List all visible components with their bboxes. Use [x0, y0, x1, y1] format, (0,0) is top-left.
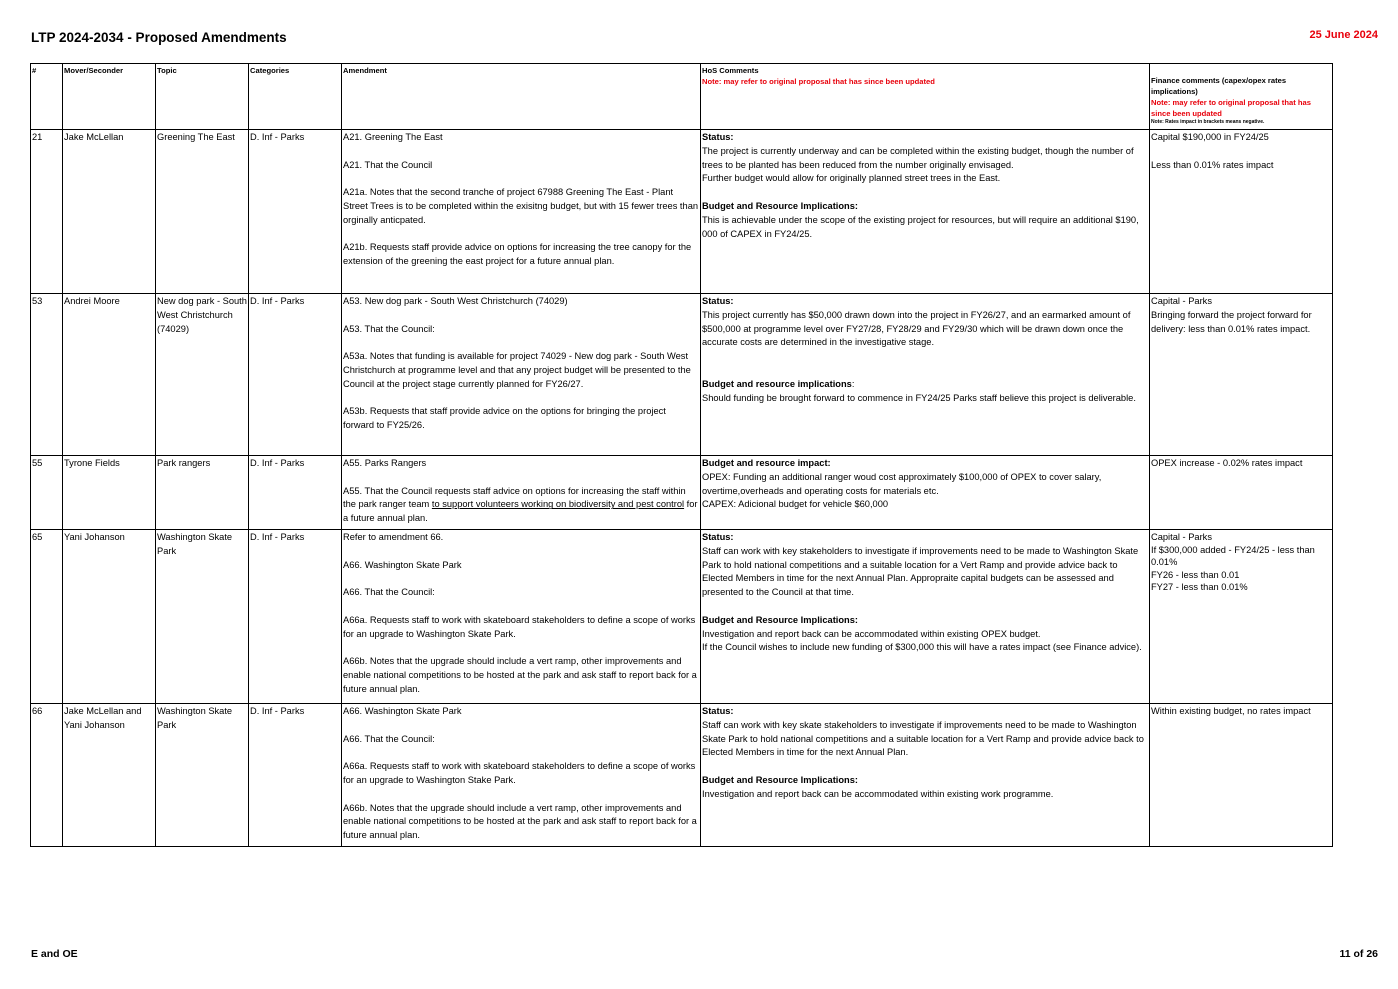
hos-budget-text: CAPEX: Adicional budget for vehicle $60,000 [702, 499, 889, 510]
amendment-underlined-text: to support volunteers working on biodiversity and pest control [431, 499, 685, 510]
header-finance [1150, 64, 1333, 130]
cell-amendment [342, 704, 701, 847]
cell-hos [701, 530, 1150, 704]
page-title: LTP 2024-2034 - Proposed Amendments [31, 30, 287, 45]
hos-status-label: Status: [702, 132, 734, 142]
amendment-para: Refer to amendment 66. [343, 532, 444, 542]
finance-line [1151, 145, 1331, 159]
cell-topic: Washington Skate Park [156, 530, 249, 704]
hos-budget-label: Budget and Resource Implications: [702, 774, 859, 785]
table-row [31, 130, 1333, 294]
cell-finance [1150, 130, 1333, 294]
hos-budget-text: OPEX: Funding an additional ranger woud cost approximately $100,000 of OPEX to cover salary, overtime,overheads and operating costs for materials etc. [702, 471, 1102, 496]
amendment-para: A53. New dog park - South West Christchurch (74029) [343, 296, 568, 306]
cell-finance [1150, 704, 1333, 847]
hos-budget-label: Budget and resource implications [702, 378, 852, 389]
header-num: # [31, 64, 63, 130]
hos-status-text: Staff can work with key skate stakeholders to investigate if improvements need to be made to Washington Skate Park to hold national competitions and a suitable location for a Vert Ramp and provide advice back to Elected Members in time for the next Annual Plan. [702, 719, 1144, 758]
amendment-para: A66a. Requests staff to work with skateboard stakeholders to define a scope of works for an upgrade to Washington Skate Park. [343, 614, 696, 639]
cell-topic: New dog park - South West Christchurch (74029) [156, 294, 249, 456]
amendment-para: A66b. Notes that the upgrade should include a vert ramp, other improvements and enable national competitions to be hosted at the park and ask staff to report back for a future annual plan. [343, 656, 697, 694]
finance-line: Capital $190,000 in FY24/25 [1151, 132, 1269, 142]
header-mover: Mover/Seconder [63, 64, 156, 130]
amendment-para: A66b. Notes that the upgrade should include a vert ramp, other improvements and enable national competitions to be hosted at the park and ask staff to report back for a future annual plan. [343, 802, 697, 841]
finance-line: Capital - Parks [1151, 532, 1212, 542]
hos-budget-text: Investigation and report back can be accommodated within existing work programme. [702, 788, 1054, 799]
finance-line: Bringing forward the project forward for delivery: less than 0.01% rates impact. [1151, 309, 1312, 334]
cell-category: D. Inf - Parks [249, 130, 342, 294]
cell-mover: Jake McLellan and Yani Johanson [63, 704, 156, 847]
hos-status-text: Further budget would allow for originally planned street trees in the East. [702, 173, 1001, 184]
cell-hos [701, 456, 1150, 530]
table-header-row [31, 64, 1333, 130]
table-row [31, 704, 1333, 847]
amendment-text: A55. That the Council requests staff advice on options for increasing the staff within the park ranger team [343, 485, 686, 510]
page-number: 11 of 26 [1339, 948, 1378, 960]
finance-line: Less than 0.01% rates impact [1151, 159, 1274, 170]
cell-finance [1150, 294, 1333, 456]
cell-amendment [342, 530, 701, 704]
header-topic: Topic [156, 64, 249, 130]
amendment-para: A53b. Requests that staff provide advice on the options for bringing the project forward to FY25/26. [343, 406, 666, 431]
hos-budget-text: Should funding be brought forward to commence in FY24/25 Parks staff believe this project is deliverable. [702, 392, 1136, 403]
cell-num: 66 [31, 704, 63, 847]
cell-hos [701, 294, 1150, 456]
hos-budget-label-line [702, 378, 1148, 392]
hos-status-text: Staff can work with key stakeholders to investigate if improvements need to be made to Washington Skate Park to hold national competitions and a suitable location for a Vert Ramp and provide advice back to Elected Members in time for the next Annual Plan. Appropraite capital budgets can be assessed and presented to the Council at that time. [702, 545, 1139, 598]
cell-category: D. Inf - Parks [249, 294, 342, 456]
finance-line: OPEX increase - 0.02% rates impact [1151, 458, 1303, 468]
footer-disclaimer: E and OE [31, 948, 78, 960]
cell-amendment [342, 294, 701, 456]
amendment-para: A53. That the Council: [343, 323, 435, 334]
header-amendment: Amendment [342, 64, 701, 130]
header-hos-note: Note: may refer to original proposal that has since been updated [702, 77, 935, 86]
cell-amendment [342, 130, 701, 294]
hos-status-label: Status: [702, 532, 734, 542]
header-hos [701, 64, 1150, 130]
hos-budget-label: Budget and Resource Implications: [702, 200, 859, 211]
cell-finance [1150, 456, 1333, 530]
amendment-para: A66a. Requests staff to work with skateboard stakeholders to define a scope of works for an upgrade to Washington Stake Park. [343, 761, 696, 785]
cell-mover: Tyrone Fields [63, 456, 156, 530]
cell-category: D. Inf - Parks [249, 456, 342, 530]
hos-status-text: The project is currently underway and can be completed within the existing budget, though the number of trees to be planted has been reduced from the number originally envisaged. [702, 145, 1134, 170]
cell-topic: Park rangers [156, 456, 249, 530]
cell-amendment [342, 456, 701, 530]
amendment-para: A66. That the Council: [343, 733, 435, 744]
cell-hos [701, 130, 1150, 294]
amendment-para: A66. Washington Skate Park [343, 706, 462, 716]
amendment-para [343, 485, 699, 526]
page-date: 25 June 2024 [1309, 29, 1378, 41]
hos-budget-label: Budget and Resource Implications: [702, 614, 859, 625]
finance-line: FY27 - less than 0.01% [1151, 582, 1248, 593]
cell-num: 55 [31, 456, 63, 530]
cell-num: 53 [31, 294, 63, 456]
hos-status-text: This project currently has $50,000 drawn down into the project in FY26/27, and an earmarked amount of $500,000 at programme level over FY27/28, FY28/29 and FY29/30 which will be drawn down once the accurate costs are determined in the investigative stage. [702, 309, 1131, 348]
amendments-table [30, 63, 1333, 847]
finance-line: If $300,000 added - FY24/25 - less than 0.01% [1151, 544, 1315, 568]
header-finance-label: Finance comments (capex/opex rates implications) [1151, 76, 1287, 96]
cell-mover: Andrei Moore [63, 294, 156, 456]
hos-status-label: Status: [702, 706, 734, 716]
cell-mover: Yani Johanson [63, 530, 156, 704]
hos-status-label: Status: [702, 296, 734, 306]
amendment-para: A66. Washington Skate Park [343, 559, 462, 570]
hos-budget-label: Budget and resource impact: [702, 458, 831, 468]
amendment-para: A53a. Notes that funding is available for project 74029 - New dog park - South West Christchurch at programme level and that any project budget will be presented to the Council at the project stage currently planned for FY26/27. [343, 351, 691, 389]
header-finance-small: Note: Rates impact in brackets means negative. [1151, 119, 1265, 125]
finance-line: Capital - Parks [1151, 296, 1212, 306]
amendment-text: for a future annual plan. [343, 499, 698, 524]
header-categories: Categories [249, 64, 342, 130]
hos-budget-text: This is achievable under the scope of the existing project for resources, but will require an additional $190, 000 of CAPEX in FY24/25. [702, 214, 1139, 239]
amendment-para: A21. That the Council [343, 159, 433, 170]
finance-line: FY26 - less than 0.01 [1151, 569, 1240, 580]
cell-mover: Jake McLellan [63, 130, 156, 294]
header-hos-label: HoS Comments [702, 66, 759, 75]
finance-line: Within existing budget, no rates impact [1151, 706, 1311, 716]
cell-num: 21 [31, 130, 63, 294]
cell-category: D. Inf - Parks [249, 530, 342, 704]
amendment-para: A21. Greening The East [343, 132, 443, 142]
table-row [31, 530, 1333, 704]
table-row [31, 294, 1333, 456]
hos-budget-text: If the Council wishes to include new funding of $300,000 this will have a rates impact (see Finance advice). [702, 642, 1142, 653]
cell-topic: Washington Skate Park [156, 704, 249, 847]
amendment-para: A66. That the Council: [343, 587, 435, 598]
cell-num: 65 [31, 530, 63, 704]
amendment-para: A55. Parks Rangers [343, 458, 427, 468]
header-finance-note: Note: may refer to original proposal that has since been updated [1151, 98, 1311, 118]
amendment-para: A21b. Requests staff provide advice on options for increasing the tree canopy for the extension of the greening the east project for a future annual plan. [343, 242, 692, 267]
cell-hos [701, 704, 1150, 847]
cell-category: D. Inf - Parks [249, 704, 342, 847]
hos-budget-label-suffix: : [851, 378, 855, 389]
cell-topic: Greening The East [156, 130, 249, 294]
hos-budget-text: Investigation and report back can be accommodated within existing OPEX budget. [702, 628, 1041, 639]
amendment-para: A21a. Notes that the second tranche of project 67988 Greening The East - Plant Street Trees is to be completed within the exisitng budget, but with 15 fewer trees than orginally anticpated. [343, 187, 699, 225]
cell-finance [1150, 530, 1333, 704]
table-row [31, 456, 1333, 530]
